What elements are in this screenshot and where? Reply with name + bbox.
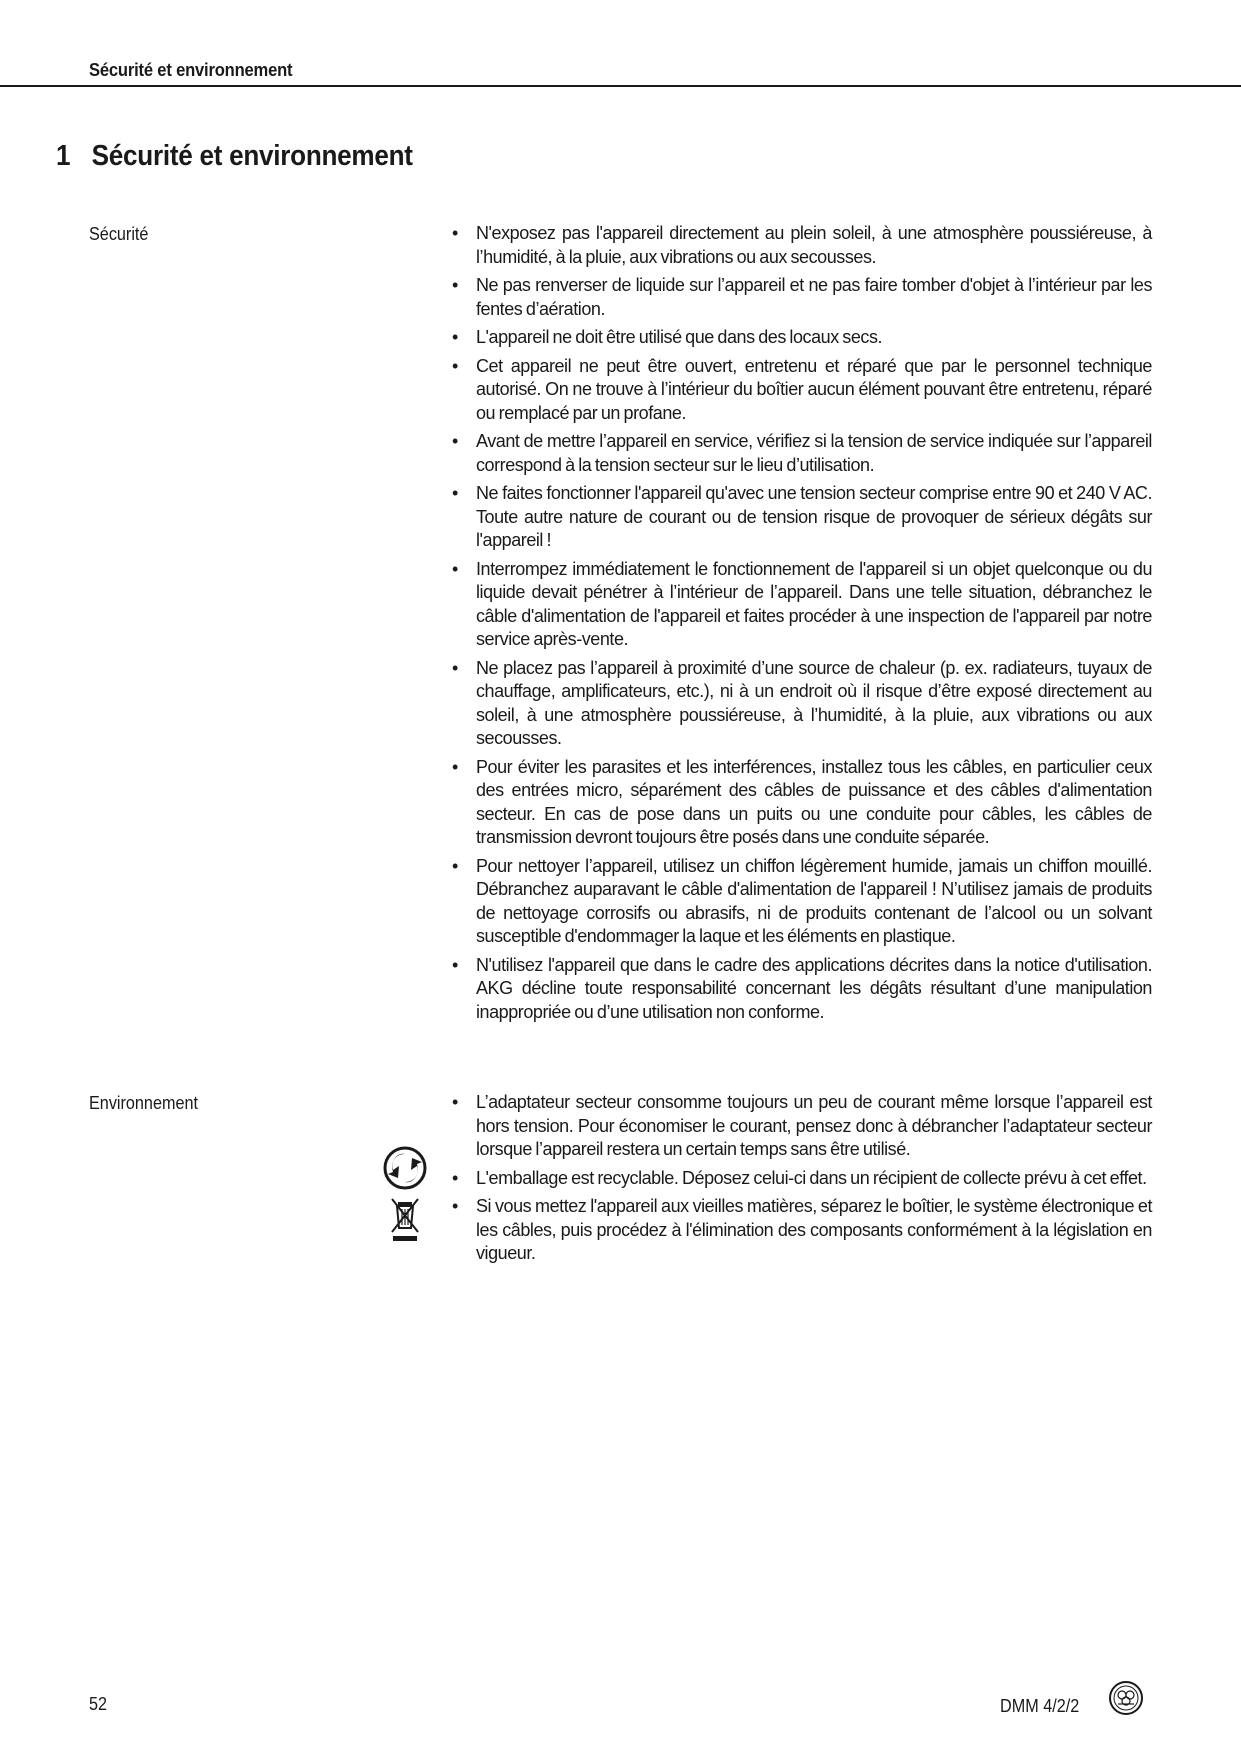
safety-list (452, 222, 1152, 1029)
bullet: • (452, 1167, 458, 1188)
list-item: • Pour éviter les parasites et les interférences, installez tous les câbles, en particulier ceux des entrées micro, séparément des câbles de puissance et des câbles d'alimentation secteur. En cas de pose dans un puits ou une conduite pour câbles, les câbles de transmission devront toujours être posés dans une conduite séparée. (452, 756, 1152, 847)
list-item: • L'emballage est recyclable. Déposez celui-ci dans un récipient de collecte prévu à cet effet. (452, 1167, 1152, 1191)
list-item: • Ne placez pas l’appareil à proximité d’une source de chaleur (p. ex. radiateurs, tuyaux de chauffage, amplificateurs, etc.), ni à un endroit où il risque d’être exposé directement au soleil, à une atmosphère poussiéreuse, à l’humidité, à la pluie, aux vibrations ou aux secousses. (452, 657, 1152, 748)
bullet: • (452, 954, 458, 975)
list-item: • Si vous mettez l'appareil aux vieilles matières, séparez le boîtier, le système électronique et les câbles, puis procédez à l'élimination des composants conformément à la législation en vigueur. (452, 1196, 1152, 1263)
list-item: • Ne pas renverser de liquide sur l’appareil et ne pas faire tomber d'objet à l’intérieur par les fentes d’aération. (452, 275, 1152, 319)
list-item: • Pour nettoyer l’appareil, utilisez un chiffon légèrement humide, jamais un chiffon mouillé. Débranchez auparavant le câble d'alimentation de l'appareil ! N’utilisez jamais de produits de nettoyage corrosifs ou abrasifs, ni de produits contenant de l’alcool ou un solvant susceptible d'endommager la laque et les éléments en plastique. (452, 855, 1152, 946)
bullet: • (452, 223, 458, 243)
bullet: • (452, 558, 458, 579)
bullet: • (452, 1196, 458, 1216)
environment-list (452, 1091, 1152, 1271)
list-item: • Avant de mettre l’appareil en service, vérifiez si la tension de service indiquée sur l’appareil correspond à la tension secteur sur le lieu d’utilisation. (452, 431, 1152, 475)
chapter-title-text: Sécurité et environnement (91, 140, 413, 172)
list-item: • N'exposez pas l'appareil directement au plein soleil, à une atmosphère poussiéreuse, à l’humidité, à la pluie, aux vibrations ou aux secousses. (452, 223, 1152, 267)
bullet: • (452, 756, 458, 777)
chapter-number: 1 (56, 140, 71, 172)
list-item: • L'appareil ne doit être utilisé que dans des locaux secs. (452, 326, 1152, 350)
running-header: Sécurité et environnement (89, 60, 293, 80)
list-item: • L’adaptateur secteur consomme toujours un peu de courant même lorsque l’appareil est hors tension. Pour économiser le courant, pensez donc à débrancher l’adaptateur secteur lorsque l’appareil restera un certain temps sans être utilisé. (452, 1092, 1152, 1159)
bullet: • (452, 855, 458, 876)
list-item: • Cet appareil ne peut être ouvert, entretenu et réparé que par le personnel technique autorisé. On ne trouve à l’intérieur du boîtier aucun élément pouvant être entretenu, réparé ou remplacé par un profane. (452, 355, 1152, 423)
bullet: • (452, 431, 458, 451)
bullet: • (452, 657, 458, 678)
model-label: DMM 4/2/2 (1000, 1696, 1080, 1716)
chapter-title (56, 140, 413, 173)
list-item: • Interrompez immédiatement le fonctionnement de l'appareil si un objet quelconque ou du liquide devait pénétrer à l’intérieur de l’appareil. Dans une telle situation, débranchez le câble d'alimentation de l'appareil et faites procéder à une inspection de l'appareil par notre service après-vente. (452, 558, 1152, 649)
bullet: • (452, 483, 458, 503)
page-number: 52 (89, 1694, 108, 1714)
bullet: • (452, 275, 458, 295)
green-dot-recycle-icon (383, 1146, 427, 1190)
bullet: • (452, 355, 458, 376)
bullet: • (452, 1092, 458, 1112)
list-item: • N'utilisez l'appareil que dans le cadre des applications décrites dans la notice d'utilisation. AKG décline toute responsabilité concernant les dégâts résultant d’une manipulation inappropriée ou d’une utilisation non conforme. (452, 954, 1152, 1022)
header-rule (0, 85, 1241, 87)
akg-logo-icon (1108, 1680, 1144, 1716)
section-label-safety: Sécurité (89, 224, 149, 244)
crossed-out-bin-icon (390, 1196, 420, 1244)
section-label-environment: Environnement (89, 1093, 198, 1113)
list-item: • Ne faites fonctionner l'appareil qu'avec une tension secteur comprise entre 90 et 240 V AC. Toute autre nature de courant ou de tension risque de provoquer de sérieux dégâts sur l'appareil ! (452, 483, 1152, 550)
bullet: • (452, 327, 458, 347)
